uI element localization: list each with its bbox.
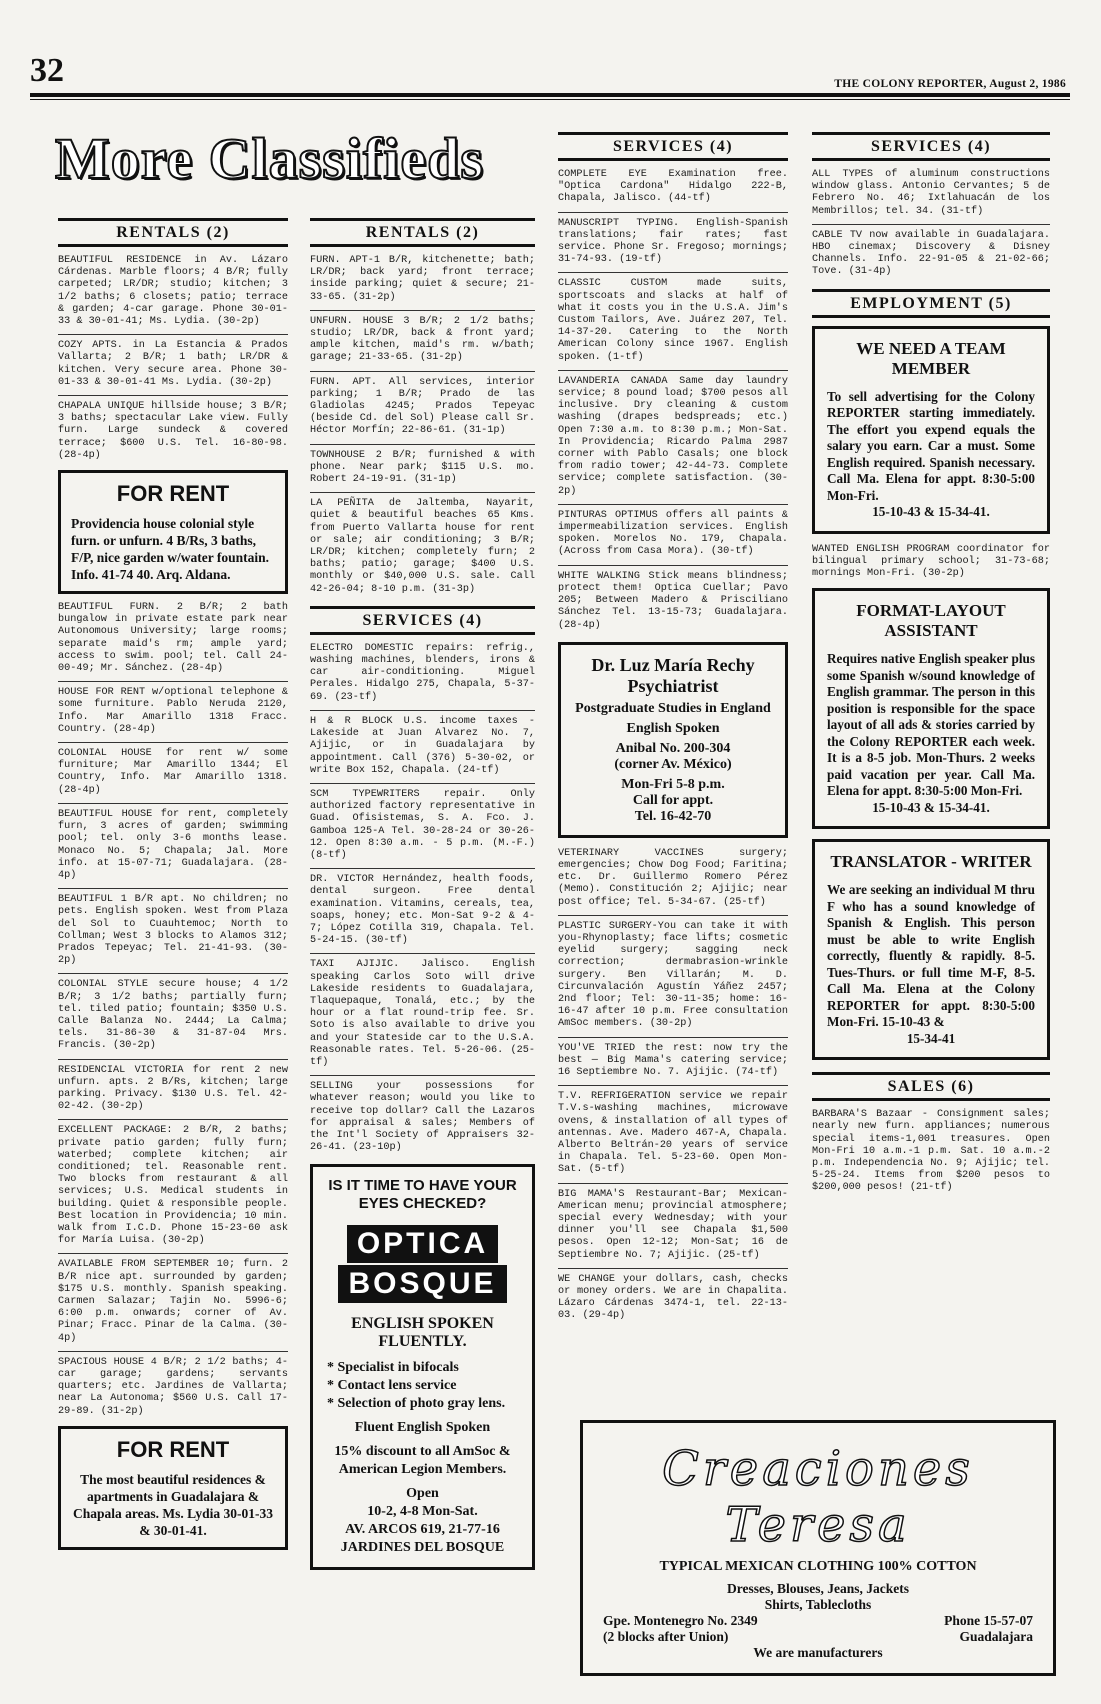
classified-ad: WE CHANGE your dollars, cash, checks or money orders. We are in Chapalita. Lázaro Cárdenas 3474-1, tel. 22-13-03. (29-4p) <box>558 1273 788 1322</box>
classified-ad: LA PEÑITA de Jaltemba, Nayarit, quiet & beautiful beaches 65 Kms. from Puerto Vallarta house for rent or sale; air conditioning; 3 B/R; LR/DR; kitchen; completely furn; 2 baths; patio; garage; $400 U.S. monthly or $40,000 U.S. sale. Call 42-26-04; 8-10 p.m. (31-3p) <box>310 498 535 595</box>
divider <box>558 1268 788 1269</box>
divider <box>558 1085 788 1086</box>
classified-ad: WANTED ENGLISH PROGRAM coordinator for bilingual primary school; 31-73-68; mornings Mon-Fri. (30-2p) <box>812 543 1050 580</box>
classified-ad: H & R BLOCK U.S. income taxes - Lakeside at Juan Alvarez No. 7, Ajijic, or in Guadalajara by appointment. Call (376) 5-30-02, or write Box 152, Chapala. (24-tf) <box>310 715 535 776</box>
classified-ad: COLONIAL STYLE secure house; 4 1/2 B/R; 3 1/2 baths; partially furn; tel. tiled patio; fountain; $350 U.S. Calle Balanza No. 2444; La Calma; tels. 31-86-30 & 31-87-04 Mrs. Francis. (30-2p) <box>58 979 288 1052</box>
classified-ad: CABLE TV now available in Guadalajara. HBO cinemax; Discovery & Disney Channels. Info. 22-91-05 & 21-02-66; Tove. (31-4p) <box>812 229 1050 278</box>
classified-ad: LAVANDERIA CANADA Same day laundry service; 8 pound load; $700 pesos all inclusive. Dry cleaning & custom washing (drapes bedspreads; etc.) Open 7:30 a.m. to 8:30 p.m.; Mon-Sat. In Providencia; Ricardo Palma 2987 corner with Pablo Casals; one block from radio tower; 42-44-73. Complete service; complete satisfaction. (30-2p) <box>558 375 788 497</box>
divider <box>58 334 288 335</box>
classified-ad: PINTURAS OPTIMUS offers all paints & impermeabilization services. English spoken. Morelos No. 179, Chapala. (Across from Casa Mora). (30-tf) <box>558 509 788 558</box>
top-rule-thin <box>30 99 1070 100</box>
divider <box>58 973 288 974</box>
optica-question: IS IT TIME TO HAVE YOUR EYES CHECKED? <box>328 1177 517 1213</box>
divider <box>58 742 288 743</box>
creaciones-line: Shirts, Tablecloths <box>764 1597 872 1612</box>
optica-bosque-ad <box>310 1164 535 1570</box>
classified-ad: DR. VICTOR Hernández, health foods, dental surgeon. Free dental examination. Vitamins, cereals, tea, soaps, honey; etc. Mon-Sat 9-2 & 4-7; López Cotilla 319, Chapala. Tel. 5-24-15. (30-tf) <box>310 874 535 947</box>
translator-ad <box>812 839 1050 1060</box>
optica-logo <box>327 1225 518 1303</box>
creaciones-makers: We are manufacturers <box>753 1645 883 1660</box>
creaciones-row <box>583 1613 1053 1629</box>
section-heading: SERVICES (4) <box>812 132 1050 161</box>
dr-tel: Tel. 16-42-70 <box>634 808 712 824</box>
divider <box>310 310 535 311</box>
divider <box>58 395 288 396</box>
classified-ad: EXCELLENT PACKAGE: 2 B/R, 2 baths; private patio garden; fully furn; waterbed; complete kitchen; air conditioned; tel. Reasonable rent. Two blocks from restaurant & all services; U.S. Medical students in building. Quiet & responsible people. Best location in Providencia; 10 min. walk from I.C.D. Phone 15-23-60 ask for María Luisa. (30-2p) <box>58 1125 288 1247</box>
section-heading: SERVICES (4) <box>310 606 535 635</box>
format-layout-ad <box>812 588 1050 829</box>
job-title: FORMAT-LAYOUT ASSISTANT <box>856 601 1006 641</box>
dr-hours: Mon-Fri 5-8 p.m. <box>621 776 725 792</box>
optica-district: JARDINES DEL BOSQUE <box>340 1540 505 1556</box>
job-body: We are seeking an individual M thru F who has a sound knowledge of Spanish & English. This person must be able to write English correctly, fluently & rapidly. 8-5. Tues-Thurs. or full time M-F, 8-5. Call Ma. Elena at the Colony REPORTER for appt. 8:30-5:00 Mon-Fri. 15-10-43 & <box>827 882 1035 1030</box>
dr-call: Call for appt. <box>632 792 714 808</box>
classified-ad: PLASTIC SURGERY-You can take it with you-Rhynoplasty; face lifts; cosmetic eyelid surgery; sagging neck correction; dermabrasion-wrinkle surgery. Ben Villarán; M. D. Circunvalación Agustín Yáñez 2457; 2nd floor; Tel: 30-11-35; home: 16-16-47 after 10 p.m. Free consultation AmSoc members. (30-2p) <box>558 920 788 1030</box>
box-title: FOR RENT <box>116 1436 230 1462</box>
column-3 <box>558 132 788 1329</box>
job-body: Requires native English speaker plus some Spanish w/sound knowledge of English grammar. The person in this position is responsible for the space layout of all ads & stories carried by the Colony REPORTER each week. It is a 8-5 job. Mon-Thurs. 2 weeks paid vacation per year. Call Ma. Elena for appt. 8:30-5:00 Mon-Fri. <box>827 651 1035 799</box>
classified-ad: TAXI AJIJIC. Jalisco. English speaking Carlos Soto will drive Lakeside residents to Guadalajara, Tlaquepaque, Tonalá, etc.; by the hour or a flat round-trip fee. Sr. Soto is also available to drive you and your Stateside car to the U.S.A. Reasonable rates. Tel. 5-26-06. (25-tf) <box>310 959 535 1068</box>
classified-ad: BEAUTIFUL 1 B/R apt. No children; no pets. English spoken. West from Plaza del Sol to Cuauhtemoc; North to Collman; West 3 blocks to Alamos 312; Prados Tepeyac; Tel. 21-41-93. (30-2p) <box>58 894 288 967</box>
job-title: TRANSLATOR - WRITER <box>830 852 1032 872</box>
divider <box>58 1059 288 1060</box>
divider <box>558 915 788 916</box>
dr-title: Psychiatrist <box>627 675 719 696</box>
optica-open: Open <box>406 1486 439 1502</box>
optica-logo-bottom: BOSQUE <box>338 1265 506 1303</box>
divider <box>310 444 535 445</box>
divider <box>310 868 535 869</box>
divider <box>310 371 535 372</box>
classified-ad: SELLING your possessions for whatever reason; would you like to receive top dollar? Call the Lazaros for appraisal & sales; Members of the Int'l Society of Appraisers 32-26-41. (23-10p) <box>310 1081 535 1154</box>
classified-ad: FURN. APT. All services, interior parking; 1 B/R; Prado de las Gladiolas 4245; Prados Tepeyac (beside Cd. del Sol) Please call Sr. Héctor Morfín; 22-86-61. (31-1p) <box>310 376 535 437</box>
classified-ad: COLONIAL HOUSE for rent w/ some furniture; Mar Amarillo 1344; El Country, Info. Mar Amarillo 1318. (28-4p) <box>58 748 288 796</box>
optica-bullet: * Specialist in bifocals <box>327 1360 459 1376</box>
dr-study: Postgraduate Studies in England <box>575 700 771 716</box>
dr-address: Anibal No. 200-304 <box>615 740 731 756</box>
divider <box>310 1075 535 1076</box>
optica-discount: 15% discount to all AmSoc & American Legion Members. <box>334 1444 511 1478</box>
creaciones-row <box>583 1629 1053 1645</box>
column-4 <box>812 132 1050 1201</box>
section-heading: EMPLOYMENT (5) <box>812 289 1050 318</box>
classified-ad: WHITE WALKING Stick means blindness; protect them! Optica Cuellar; Pavo 205; Between Madero & Prisciliano Sánchez Tel. 13-15-73; Guadalajara. (28-4p) <box>558 570 788 631</box>
optica-logo-top: OPTICA <box>347 1225 498 1263</box>
top-rule <box>30 93 1070 97</box>
job-body: To sell advertising for the Colony REPORTER starting immediately. The effort you expend equals the salary you earn. Car a must. Some English required. Spanish necessary. Call Ma. Elena for appt. 8:30-5:00 Mon-Fri. <box>827 388 1035 503</box>
classified-ad: ALL TYPES of aluminum constructions window glass. Antonio Cervantes; 5 de Febrero No. 46; Ixtlahuacán de los Membrillos; tel. 34. (31-tf) <box>812 169 1050 217</box>
classified-ad: FURN. APT-1 B/R, kitchenette; bath; LR/DR; back yard; front terrace; inside parking; quiet & secure; 21-33-65. (31-2p) <box>310 255 535 303</box>
optica-address: AV. ARCOS 619, 21-77-16 <box>345 1522 500 1538</box>
creaciones-city: Guadalajara <box>959 1629 1033 1644</box>
classified-ad: AVAILABLE FROM SEPTEMBER 10; furn. 2 B/R nice apt. surrounded by garden; $175 U.S. monthly. Spanish speaking. Carmen Salazar; Tajin No. 5996-6; 6:00 p.m. onwards; corner of Av. Pinar; Fracc. Pinar de la Calma. (30-4p) <box>58 1259 288 1344</box>
section-heading: RENTALS (2) <box>310 218 535 247</box>
running-head: THE COLONY REPORTER, August 2, 1986 <box>834 78 1066 90</box>
for-rent-box <box>58 470 288 594</box>
classified-ad: HOUSE FOR RENT w/optional telephone & some furniture. Pablo Neruda 2120, Info. Mar Amarillo 1318 Fracc. Country. (28-4p) <box>58 687 288 735</box>
classified-ad: BEAUTIFUL FURN. 2 B/R; 2 bath bungalow in private estate park near Autonomous University; large rooms; separate maid's rm; ample yard; access to swim. pool; tel. Call 24-00-49; Mr. Sánchez. (28-4p) <box>58 602 288 675</box>
classified-ad: BEAUTIFUL RESIDENCE in Av. Lázaro Cárdenas. Marble floors; 4 B/R; fully carpeted; LR/DR; studio; kitchen; 3 1/2 baths; 6 closets; patio; terrace & garden; 4-car garage. Phone 30-01-33 & 30-01-41; Ms. Lydia. (30-2p) <box>58 255 288 328</box>
classified-ad: SCM TYPEWRITERS repair. Only authorized factory representative in Guad. Ofisistemas, S. A. Fco. J. Gamboa 125-A Tel. 30-28-24 or 30-26-12. Open 8:30 a.m. - 5 p.m. (M.-F.) (8-tf) <box>310 788 535 861</box>
dr-name: Dr. Luz María Rechy <box>591 654 755 675</box>
section-heading: SALES (6) <box>812 1072 1050 1101</box>
classified-ad: CHAPALA UNIQUE hillside house; 3 B/R; 3 baths; spectacular Lake view. Fully furn. Large sundeck & covered terrace; $600 U.S. Tel. 16-80-98. (28-4p) <box>58 401 288 461</box>
optica-hours: 10-2, 4-8 Mon-Sat. <box>367 1504 478 1520</box>
job-phones: 15-10-43 & 15-34-41. <box>872 799 990 815</box>
divider <box>558 1183 788 1184</box>
divider <box>558 1037 788 1038</box>
classified-ad: T.V. REFRIGERATION service we repair T.V.s-washing machines, microwave ovens, & installation of all types of antennas. Ave. Madero 467-A, Chapala. Alberto Beltrán-20 years of service in Chapala. Tel. 5-23-60. Open Mon-Sat. (5-tf) <box>558 1091 788 1176</box>
classified-ad: SPACIOUS HOUSE 4 B/R; 2 1/2 baths; 4-car garage; gardens; servants quarters; etc. Jardines de Vallarta; near La Autonoma; $560 U.S. Call 17-29-89. (31-2p) <box>58 1356 288 1417</box>
divider <box>58 1351 288 1352</box>
classified-ad: TOWNHOUSE 2 B/R; furnished & with phone. Near park; $115 U.S. mo. Robert 24-19-91. (31-1p) <box>310 449 535 486</box>
optica-bullet: * Selection of photo gray lens. <box>327 1396 506 1412</box>
divider <box>558 272 788 273</box>
divider <box>58 681 288 682</box>
creaciones-logo: Creaciones Teresa <box>662 1441 974 1553</box>
creaciones-tagline: TYPICAL MEXICAN CLOTHING 100% COTTON <box>659 1559 977 1574</box>
classified-ad: BARBARA'S Bazaar - Consignment sales; nearly new furn. appliances; numerous special items-1,001 treasures. Open Mon-Fri 10 a.m.-1 p.m. Sat. 10 a.m.-2 p.m. Independencia No. 9; Ajijic; tel. 5-25-24. Items from $200 pesos to $200,000 pesos! (21-tf) <box>812 1109 1050 1194</box>
page-number: 32 <box>30 52 64 89</box>
optica-bullet: * Contact lens service <box>327 1378 457 1394</box>
classified-ad: UNFURN. HOUSE 3 B/R; 2 1/2 baths; studio; LR/DR, back & front yard; ample kitchen, maid's rm. w/bath; garage; 21-33-65. (31-2p) <box>310 315 535 364</box>
for-rent-box-2 <box>58 1426 288 1550</box>
creaciones-line: Dresses, Blouses, Jeans, Jackets <box>727 1581 909 1596</box>
divider <box>310 492 535 493</box>
classified-ad: RESIDENCIAL VICTORIA for rent 2 new unfurn. apts. 2 B/Rs, kitchen; large parking. Privacy. $130 U.S. Tel. 42-02-42. (30-2p) <box>58 1064 288 1113</box>
section-heading: RENTALS (2) <box>58 218 288 247</box>
classified-ad: BIG MAMA'S Restaurant-Bar; Mexican-American menu; provincial atmosphere; special every Wednesday; with your dinner you'll see Chapala $1,500 pesos. Open 12-12; Mon-Sat; 16 de Septiembre No. 7; Ajijic. (25-tf) <box>558 1188 788 1261</box>
column-1 <box>58 218 288 1558</box>
classified-ad: MANUSCRIPT TYPING. English-Spanish translations; fair rates; fast service. Phone Sr. Fregoso; mornings; 31-74-93. (19-tf) <box>558 217 788 266</box>
creaciones-teresa-ad <box>580 1420 1056 1676</box>
classified-ad: COZY APTS. in La Estancia & Prados Vallarta; 2 B/R; 1 bath; LR/DR & kitchen. Very secure area. Phone 30-01-33 & 30-01-41 Ms. Lydia. (30-2p) <box>58 340 288 388</box>
divider <box>58 803 288 804</box>
divider <box>558 504 788 505</box>
dr-corner: (corner Av. México) <box>614 756 732 772</box>
dr-spoken: English Spoken <box>626 720 720 736</box>
job-title: WE NEED A TEAM MEMBER <box>856 338 1006 378</box>
divider <box>558 565 788 566</box>
team-member-ad <box>812 326 1050 534</box>
optica-spoken: ENGLISH SPOKEN FLUENTLY. <box>351 1315 494 1351</box>
divider <box>310 783 535 784</box>
job-phones: 15-10-43 & 15-34-41. <box>872 504 990 520</box>
divider <box>58 1119 288 1120</box>
divider <box>310 710 535 711</box>
optica-fluent: Fluent English Spoken <box>354 1420 491 1436</box>
divider <box>812 224 1050 225</box>
column-2 <box>310 218 535 1570</box>
classified-ad: BEAUTIFUL HOUSE for rent, completely furn, 3 acres of garden; swimming pool; tel. only 3-6 months lease. Monaco No. 5; Chapala; Jal. More info. at 15-07-71; Guadalajara. (28-4p) <box>58 808 288 881</box>
masthead <box>55 125 535 203</box>
divider <box>558 370 788 371</box>
creaciones-phone: Phone 15-57-07 <box>944 1613 1033 1628</box>
divider <box>558 212 788 213</box>
creaciones-address: Gpe. Montenegro No. 2349 <box>603 1613 758 1628</box>
classified-ad: YOU'VE TRIED the rest: now try the best — Big Mama's catering service; 16 Septiembre No. 7. Ajijic. (74-tf) <box>558 1042 788 1078</box>
classified-ad: COMPLETE EYE Examination free. "Optica Cardona" Hidalgo 222-B, Chapala, Jalisco. (44-tf) <box>558 169 788 205</box>
classified-ad: CLASSIC CUSTOM made suits, sportscoats and slacks at half of what it costs you in the U.S.A. Jim's Custom Tailors, Ave. Juárez 207, Tel. 14-37-20. Catering to the North American Colony since 1967. English spoken. (1-tf) <box>558 278 788 363</box>
creaciones-note: (2 blocks after Union) <box>603 1629 729 1644</box>
box-body: The most beautiful residences & apartments in Guadalajara & Chapala areas. Ms. Lydia 30-01-33 & 30-01-41. <box>72 1471 273 1538</box>
masthead-title: More Classifieds <box>55 126 484 191</box>
classified-ad: VETERINARY VACCINES surgery; emergencies; Chow Dog Food; Faritina; etc. Dr. Guillermo Romero Pérez (Memo). Constitución 2; Ajijic; near post office; Tel. 5-34-67. (25-tf) <box>558 847 788 908</box>
divider <box>58 1253 288 1254</box>
classified-ad: ELECTRO DOMESTIC repairs: refrig., washing machines, blenders, irons & car air-conditioning. Miguel Perales. Hidalgo 275, Chapala, 5-37-69. (23-tf) <box>310 642 535 703</box>
divider <box>310 953 535 954</box>
box-body: Providencia house colonial style furn. or unfurn. 4 B/Rs, 3 baths, F/P, nice garden w/water fountain. Info. 41-74 40. Arq. Aldana. <box>71 516 269 583</box>
section-heading: SERVICES (4) <box>558 132 788 161</box>
box-title: FOR RENT <box>116 481 230 507</box>
job-phones: 15-34-41 <box>906 1030 956 1046</box>
psychiatrist-ad <box>558 642 788 838</box>
divider <box>58 888 288 889</box>
